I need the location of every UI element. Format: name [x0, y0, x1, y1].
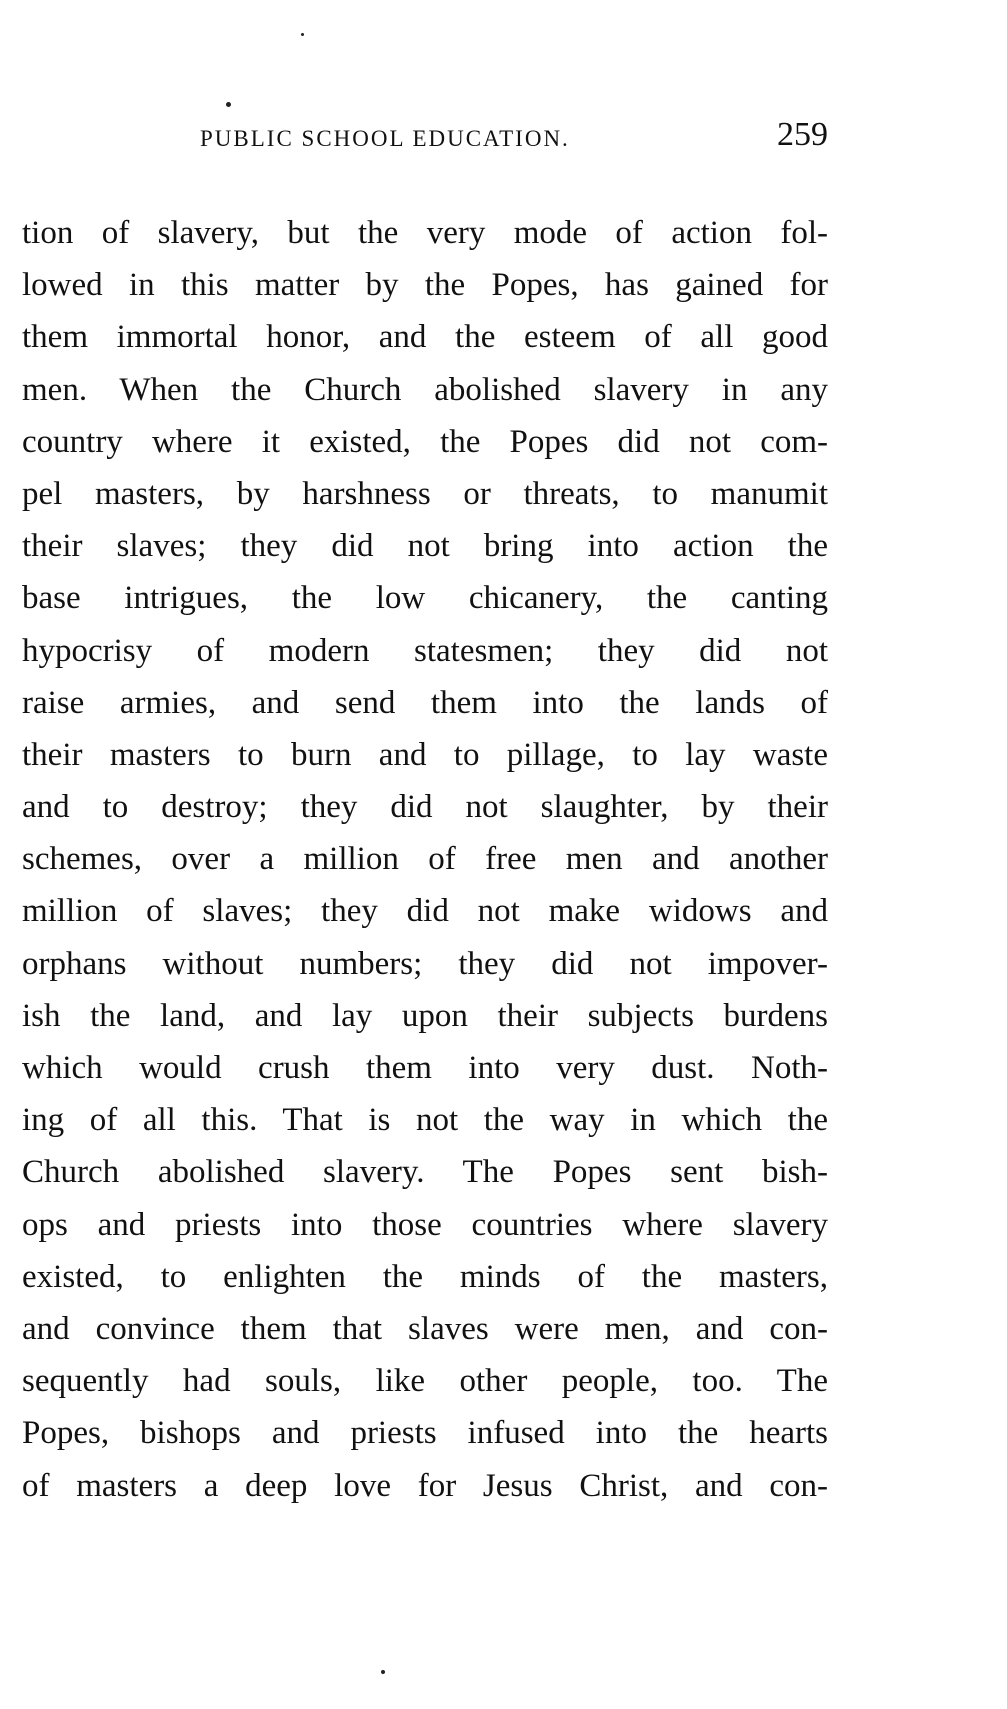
- text-line: schemes, over a million of free men and another: [22, 841, 828, 878]
- text-line: ish the land, and lay upon their subjects burdens: [22, 997, 828, 1034]
- text-line: pel masters, by harshness or threats, to manumit: [22, 475, 828, 512]
- text-line: which would crush them into very dust. Noth-: [22, 1050, 828, 1086]
- text-line: orphans without numbers; they did not impover-: [22, 945, 828, 982]
- text-line: ops and priests into those countries where slavery: [22, 1206, 828, 1243]
- text-line: their slaves; they did not bring into action the: [22, 528, 828, 565]
- text-line: existed, to enlighten the minds of the masters,: [22, 1258, 828, 1295]
- text-line: sequently had souls, like other people, too. The: [22, 1363, 828, 1400]
- print-speck: [381, 1670, 385, 1674]
- text-line: raise armies, and send them into the lands of: [22, 684, 828, 721]
- print-speck: [301, 33, 304, 36]
- text-line: lowed in this matter by the Popes, has gained for: [22, 267, 828, 304]
- text-line: them immortal honor, and the esteem of all good: [22, 319, 828, 356]
- running-header: [22, 116, 828, 156]
- page-number: 259: [777, 116, 828, 153]
- text-line: Church abolished slavery. The Popes sent bish-: [22, 1154, 828, 1191]
- text-line: of masters a deep love for Jesus Christ, and con-: [22, 1467, 828, 1504]
- text-line: and convince them that slaves were men, and con-: [22, 1310, 828, 1347]
- text-line: tion of slavery, but the very mode of action fol-: [22, 215, 828, 251]
- text-line: ing of all this. That is not the way in which the: [22, 1102, 828, 1139]
- running-title: PUBLIC SCHOOL EDUCATION.: [200, 126, 570, 151]
- body-text: [22, 207, 828, 1512]
- text-line: million of slaves; they did not make widows and: [22, 893, 828, 930]
- text-line: their masters to burn and to pillage, to lay waste: [22, 736, 828, 773]
- text-line: and to destroy; they did not slaughter, by their: [22, 789, 828, 826]
- text-line: Popes, bishops and priests infused into the hearts: [22, 1415, 828, 1452]
- text-line: country where it existed, the Popes did not com-: [22, 423, 828, 460]
- text-line: hypocrisy of modern statesmen; they did not: [22, 632, 828, 669]
- print-speck: [226, 102, 231, 107]
- text-line: base intrigues, the low chicanery, the canting: [22, 580, 828, 617]
- text-line: men. When the Church abolished slavery in any: [22, 371, 828, 408]
